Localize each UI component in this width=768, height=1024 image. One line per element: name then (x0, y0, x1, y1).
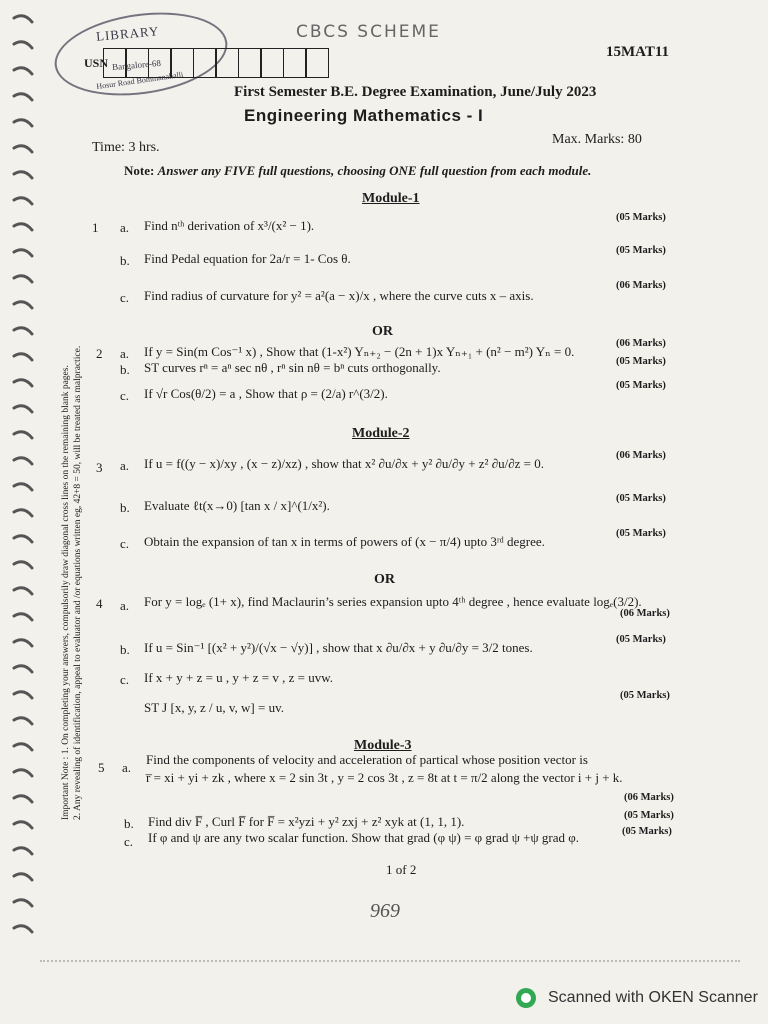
question-number: 3 (96, 460, 103, 475)
marks-5a: (06 Marks) (624, 792, 674, 803)
question-5b: Find div F̅ , Curl F̅ for F̅ = x²yzi + y² zxj + z² xyk at (1, 1, 1). (148, 814, 465, 829)
question-5c: If φ and ψ are any two scalar function. Show that grad (φ ψ) = φ grad ψ +ψ grad φ. (148, 830, 579, 845)
question-number: 1 (92, 220, 99, 235)
usn-box (283, 48, 307, 78)
question-3b: Evaluate ℓt(x→0) [tan x / x]^(1/x²). (144, 498, 330, 513)
marks-1c: (06 Marks) (616, 280, 666, 291)
module-1-heading: Module-1 (362, 191, 420, 206)
question-4c: If x + y + z = u , y + z = v , z = uvw. (144, 670, 334, 685)
question-number: 4 (96, 596, 103, 611)
usn-box (238, 48, 262, 78)
marks-4a: (06 Marks) (620, 608, 670, 619)
marks-4c: (05 Marks) (620, 690, 670, 701)
question-3a: If u = f((y − x)/xy , (x − z)/xz) , show that x² ∂u/∂x + y² ∂u/∂y + z² ∂u/∂z = 0. (144, 456, 545, 471)
side-note-line2: 2. Any revealing of identification, appeal to evaluator and /or equations written eg, 42+8 = 50, will be treated as malpractice. (73, 345, 83, 820)
question-5a: Find the components of velocity and acceleration of partical whose position vector is (146, 752, 588, 767)
question-4c-line2: ST J [x, y, z / u, v, w] = uv. (144, 700, 284, 715)
usn-box (305, 48, 329, 78)
module-3-heading: Module-3 (354, 738, 412, 753)
or-divider: OR (374, 572, 395, 587)
scheme-brand: CBCS SCHEME (296, 22, 441, 42)
question-1c: Find radius of curvature for y² = a²(a − x)/x , where the curve cuts x – axis. (144, 288, 534, 303)
question-1a: Find nᵗʰ derivation of x³/(x² − 1). (144, 218, 315, 233)
usn-box (170, 48, 194, 78)
usn-box (125, 48, 149, 78)
part-label: b. (120, 642, 130, 657)
part-label: b. (120, 253, 130, 268)
question-number: 2 (96, 346, 103, 361)
usn-label: USN (84, 56, 109, 70)
spiral-binding (0, 0, 44, 1000)
usn-box (193, 48, 217, 78)
part-label: b. (120, 500, 130, 515)
question-4b: If u = Sin⁻¹ [(x² + y²)/(√x − √y)] , show that x ∂u/∂x + y ∂u/∂y = 3/2 tones. (144, 640, 533, 655)
scanner-text: Scanned with OKEN Scanner (548, 989, 758, 1006)
part-label: c. (120, 672, 130, 687)
module-2-heading: Module-2 (352, 426, 410, 441)
handwritten-note: 969 (370, 900, 400, 922)
stamp-address: Hosur Road Bommanahalli (95, 69, 184, 92)
usn-boxes (104, 48, 329, 78)
page-number: 1 of 2 (386, 862, 417, 877)
question-1b: Find Pedal equation for 2a/r = 1- Cos θ. (144, 251, 351, 266)
stamp-title: LIBRARY (95, 23, 160, 44)
part-label: c. (120, 536, 130, 551)
side-important-note (60, 346, 84, 820)
or-divider: OR (372, 324, 393, 339)
marks-5b: (05 Marks) (624, 810, 674, 821)
bottom-edge-line (40, 960, 740, 962)
usn-box (103, 48, 127, 78)
usn-box (260, 48, 284, 78)
question-4a: For y = logₑ (1+ x), find Maclaurin’s series expansion upto 4ᵗʰ degree , hence evaluate logₑ(3/2). (144, 594, 642, 609)
scanner-logo-icon (516, 988, 536, 1008)
exam-duration: Time: 3 hrs. (92, 140, 160, 155)
marks-2c: (05 Marks) (616, 380, 666, 391)
question-2c: If √r Cos(θ/2) = a , Show that ρ = (2/a) r^(3/2). (144, 386, 388, 401)
marks-1b: (05 Marks) (616, 245, 666, 256)
part-label: c. (120, 290, 130, 305)
part-label: c. (120, 388, 130, 403)
marks-3b: (05 Marks) (616, 493, 666, 504)
scanner-watermark (516, 988, 758, 1008)
side-note-line1: Important Note : 1. On completing your answers, compulsorily draw diagonal cross lines on the remaining blank pages. (61, 365, 71, 820)
stamp-city: Bangalore-68 (111, 57, 162, 73)
part-label: a. (122, 760, 132, 775)
marks-1a: (05 Marks) (616, 212, 666, 223)
part-label: b. (124, 816, 134, 831)
course-code: 15MAT11 (606, 44, 670, 60)
part-label: a. (120, 598, 130, 613)
marks-5c: (05 Marks) (622, 826, 672, 837)
usn-box (215, 48, 239, 78)
question-number: 5 (98, 760, 105, 775)
marks-3c: (05 Marks) (616, 528, 666, 539)
exam-title: First Semester B.E. Degree Examination, June/July 2023 (234, 84, 597, 100)
marks-2a: (06 Marks) (616, 338, 666, 349)
part-label: a. (120, 458, 130, 473)
note-prefix: Note: (124, 163, 155, 178)
part-label: b. (120, 362, 130, 377)
marks-2b: (05 Marks) (616, 356, 666, 367)
max-marks: Max. Marks: 80 (552, 132, 642, 147)
usn-box (148, 48, 172, 78)
question-2b: ST curves rⁿ = aⁿ sec nθ , rⁿ sin nθ = bⁿ cuts orthogonally. (144, 360, 441, 375)
part-label: c. (124, 834, 134, 849)
subject-title: Engineering Mathematics - I (244, 106, 484, 125)
part-label: a. (120, 220, 130, 235)
note-text: Answer any FIVE full questions, choosing ONE full question from each module. (157, 163, 592, 178)
marks-3a: (06 Marks) (616, 450, 666, 461)
question-3c: Obtain the expansion of tan x in terms of powers of (x − π/4) upto 3ʳᵈ degree. (144, 534, 545, 549)
question-5a-line2: r̅ = xi + yi + zk , where x = 2 sin 3t , y = 2 cos 3t , z = 8t at t = π/2 along the vector i + j + k. (146, 770, 623, 785)
question-2a: If y = Sin(m Cos⁻¹ x) , Show that (1-x²) Yₙ₊₂ − (2n + 1)x Yₙ₊₁ + (n² − m²) Yₙ = 0. (144, 344, 575, 359)
part-label: a. (120, 346, 130, 361)
instructions-note (124, 163, 591, 179)
marks-4b: (05 Marks) (616, 634, 666, 645)
